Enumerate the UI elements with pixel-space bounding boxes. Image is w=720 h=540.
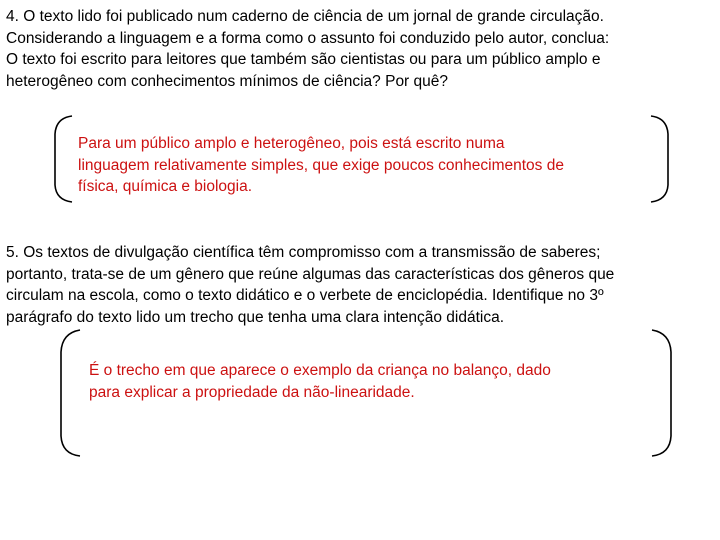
question-4-line: Considerando a linguagem e a forma como o assunto foi conduzido pelo autor, conclua:: [6, 29, 610, 47]
question-4-line: 4. O texto lido foi publicado num caderno de ciência de um jornal de grande circulação.: [6, 8, 604, 25]
answer-4-line: física, química e biologia.: [78, 178, 253, 195]
answer-5: [89, 360, 659, 403]
question-4-line: heterogêneo com conhecimentos mínimos de ciência? Por quê?: [6, 72, 449, 90]
answer-5-line: para explicar a propriedade da não-linearidade.: [89, 383, 415, 401]
question-4-line: O texto foi escrito para leitores que também são cientistas ou para um público amplo e: [6, 51, 601, 68]
left-bracket-icon: [61, 330, 80, 456]
question-5-line: portanto, trata-se de um gênero que reúne algumas das características dos gêneros que: [6, 265, 615, 283]
question-5-line: 5. Os textos de divulgação científica têm compromisso com a transmissão de saberes;: [6, 244, 601, 261]
answer-4-line: Para um público amplo e heterogêneo, pois está escrito numa: [78, 135, 505, 152]
answer-4-line: linguagem relativamente simples, que exige poucos conhecimentos de: [78, 156, 564, 174]
answer-5-line: É o trecho em que aparece o exemplo da criança no balanço, dado: [89, 362, 551, 379]
question-5-line: parágrafo do texto lido um trecho que tenha uma clara intenção didática.: [6, 308, 505, 326]
question-5-line: circulam na escola, como o texto didático e o verbete de enciclopédia. Identifique no 3º: [6, 287, 604, 304]
